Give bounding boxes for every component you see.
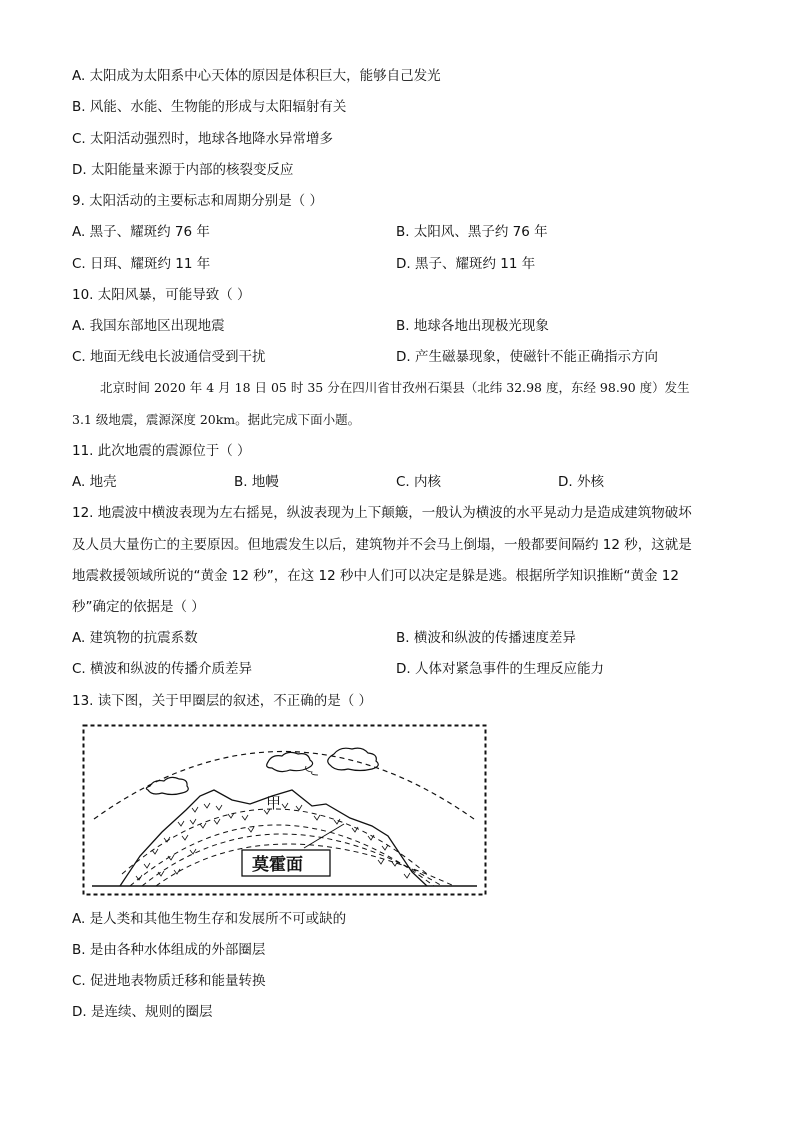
q8-option-a: A. 太阳成为太阳系中心天体的原因是体积巨大，能够自己发光 xyxy=(72,68,441,84)
passage-line-1: 北京时间 2020 年 4 月 18 日 05 时 35 分在四川省甘孜州石渠县（北纬 32.98 度，东经 98.90 度）发生 xyxy=(100,380,690,395)
q8-option-b: B. 风能、水能、生物能的形成与太阳辐射有关 xyxy=(72,99,347,115)
earth-spheres-figure xyxy=(82,724,487,896)
q10-option-b: B. 地球各地出现极光现象 xyxy=(396,318,549,334)
q11-option-d: D. 外核 xyxy=(558,474,604,490)
q11-stem: 11. 此次地震的震源位于（ ） xyxy=(72,443,251,459)
q12-stem-line-2: 及人员大量伤亡的主要原因。但地震发生以后，建筑物并不会马上倒塌，一般都要间隔约 12 秒，这就是 xyxy=(72,537,692,553)
q9-option-a: A. 黑子、耀斑约 76 年 xyxy=(72,224,210,240)
q10-option-c: C. 地面无线电长波通信受到干扰 xyxy=(72,349,266,365)
q12-stem-line-3: 地震救援领域所说的“黄金 12 秒”，在这 12 秒中人们可以决定是躲是逃。根据所学知识推断“黄金 12 xyxy=(72,568,679,584)
q11-option-b: B. 地幔 xyxy=(234,474,279,490)
q10-option-a: A. 我国东部地区出现地震 xyxy=(72,318,225,334)
q12-option-d: D. 人体对紧急事件的生理反应能力 xyxy=(396,661,604,677)
passage-line-2: 3.1 级地震，震源深度 20km。据此完成下面小题。 xyxy=(72,412,361,427)
q12-option-b: B. 横波和纵波的传播速度差异 xyxy=(396,630,576,646)
q12-option-a: A. 建筑物的抗震系数 xyxy=(72,630,198,646)
q13-option-c: C. 促进地表物质迁移和能量转换 xyxy=(72,973,266,989)
q12-option-c: C. 横波和纵波的传播介质差异 xyxy=(72,661,253,677)
q8-option-d: D. 太阳能量来源于内部的核裂变反应 xyxy=(72,162,294,178)
q10-stem: 10. 太阳风暴，可能导致（ ） xyxy=(72,287,251,303)
jia-label: 甲 xyxy=(266,794,282,812)
q11-option-a: A. 地壳 xyxy=(72,474,117,490)
q9-option-b: B. 太阳风、黑子约 76 年 xyxy=(396,224,548,240)
q13-stem: 13. 读下图，关于甲圈层的叙述，不正确的是（ ） xyxy=(72,693,373,709)
moho-label: 莫霍面 xyxy=(252,855,303,875)
q12-stem-line-4: 秒”确定的依据是（ ） xyxy=(72,599,205,615)
q9-option-d: D. 黑子、耀斑约 11 年 xyxy=(396,256,536,272)
q9-option-c: C. 日珥、耀斑约 11 年 xyxy=(72,256,211,272)
q11-option-c: C. 内核 xyxy=(396,474,442,490)
q10-option-d: D. 产生磁暴现象，使磁针不能正确指示方向 xyxy=(396,349,658,365)
q13-option-d: D. 是连续、规则的圈层 xyxy=(72,1004,213,1020)
q12-stem-line-1: 12. 地震波中横波表现为左右摇晃，纵波表现为上下颠簸，一般认为横波的水平晃动力是造成建筑物破坏 xyxy=(72,505,692,521)
q8-option-c: C. 太阳活动强烈时，地球各地降水异常增多 xyxy=(72,131,334,147)
q13-option-b: B. 是由各种水体组成的外部圈层 xyxy=(72,942,266,958)
q13-option-a: A. 是人类和其他生物生存和发展所不可或缺的 xyxy=(72,911,347,927)
q9-stem: 9. 太阳活动的主要标志和周期分别是（ ） xyxy=(72,193,323,209)
